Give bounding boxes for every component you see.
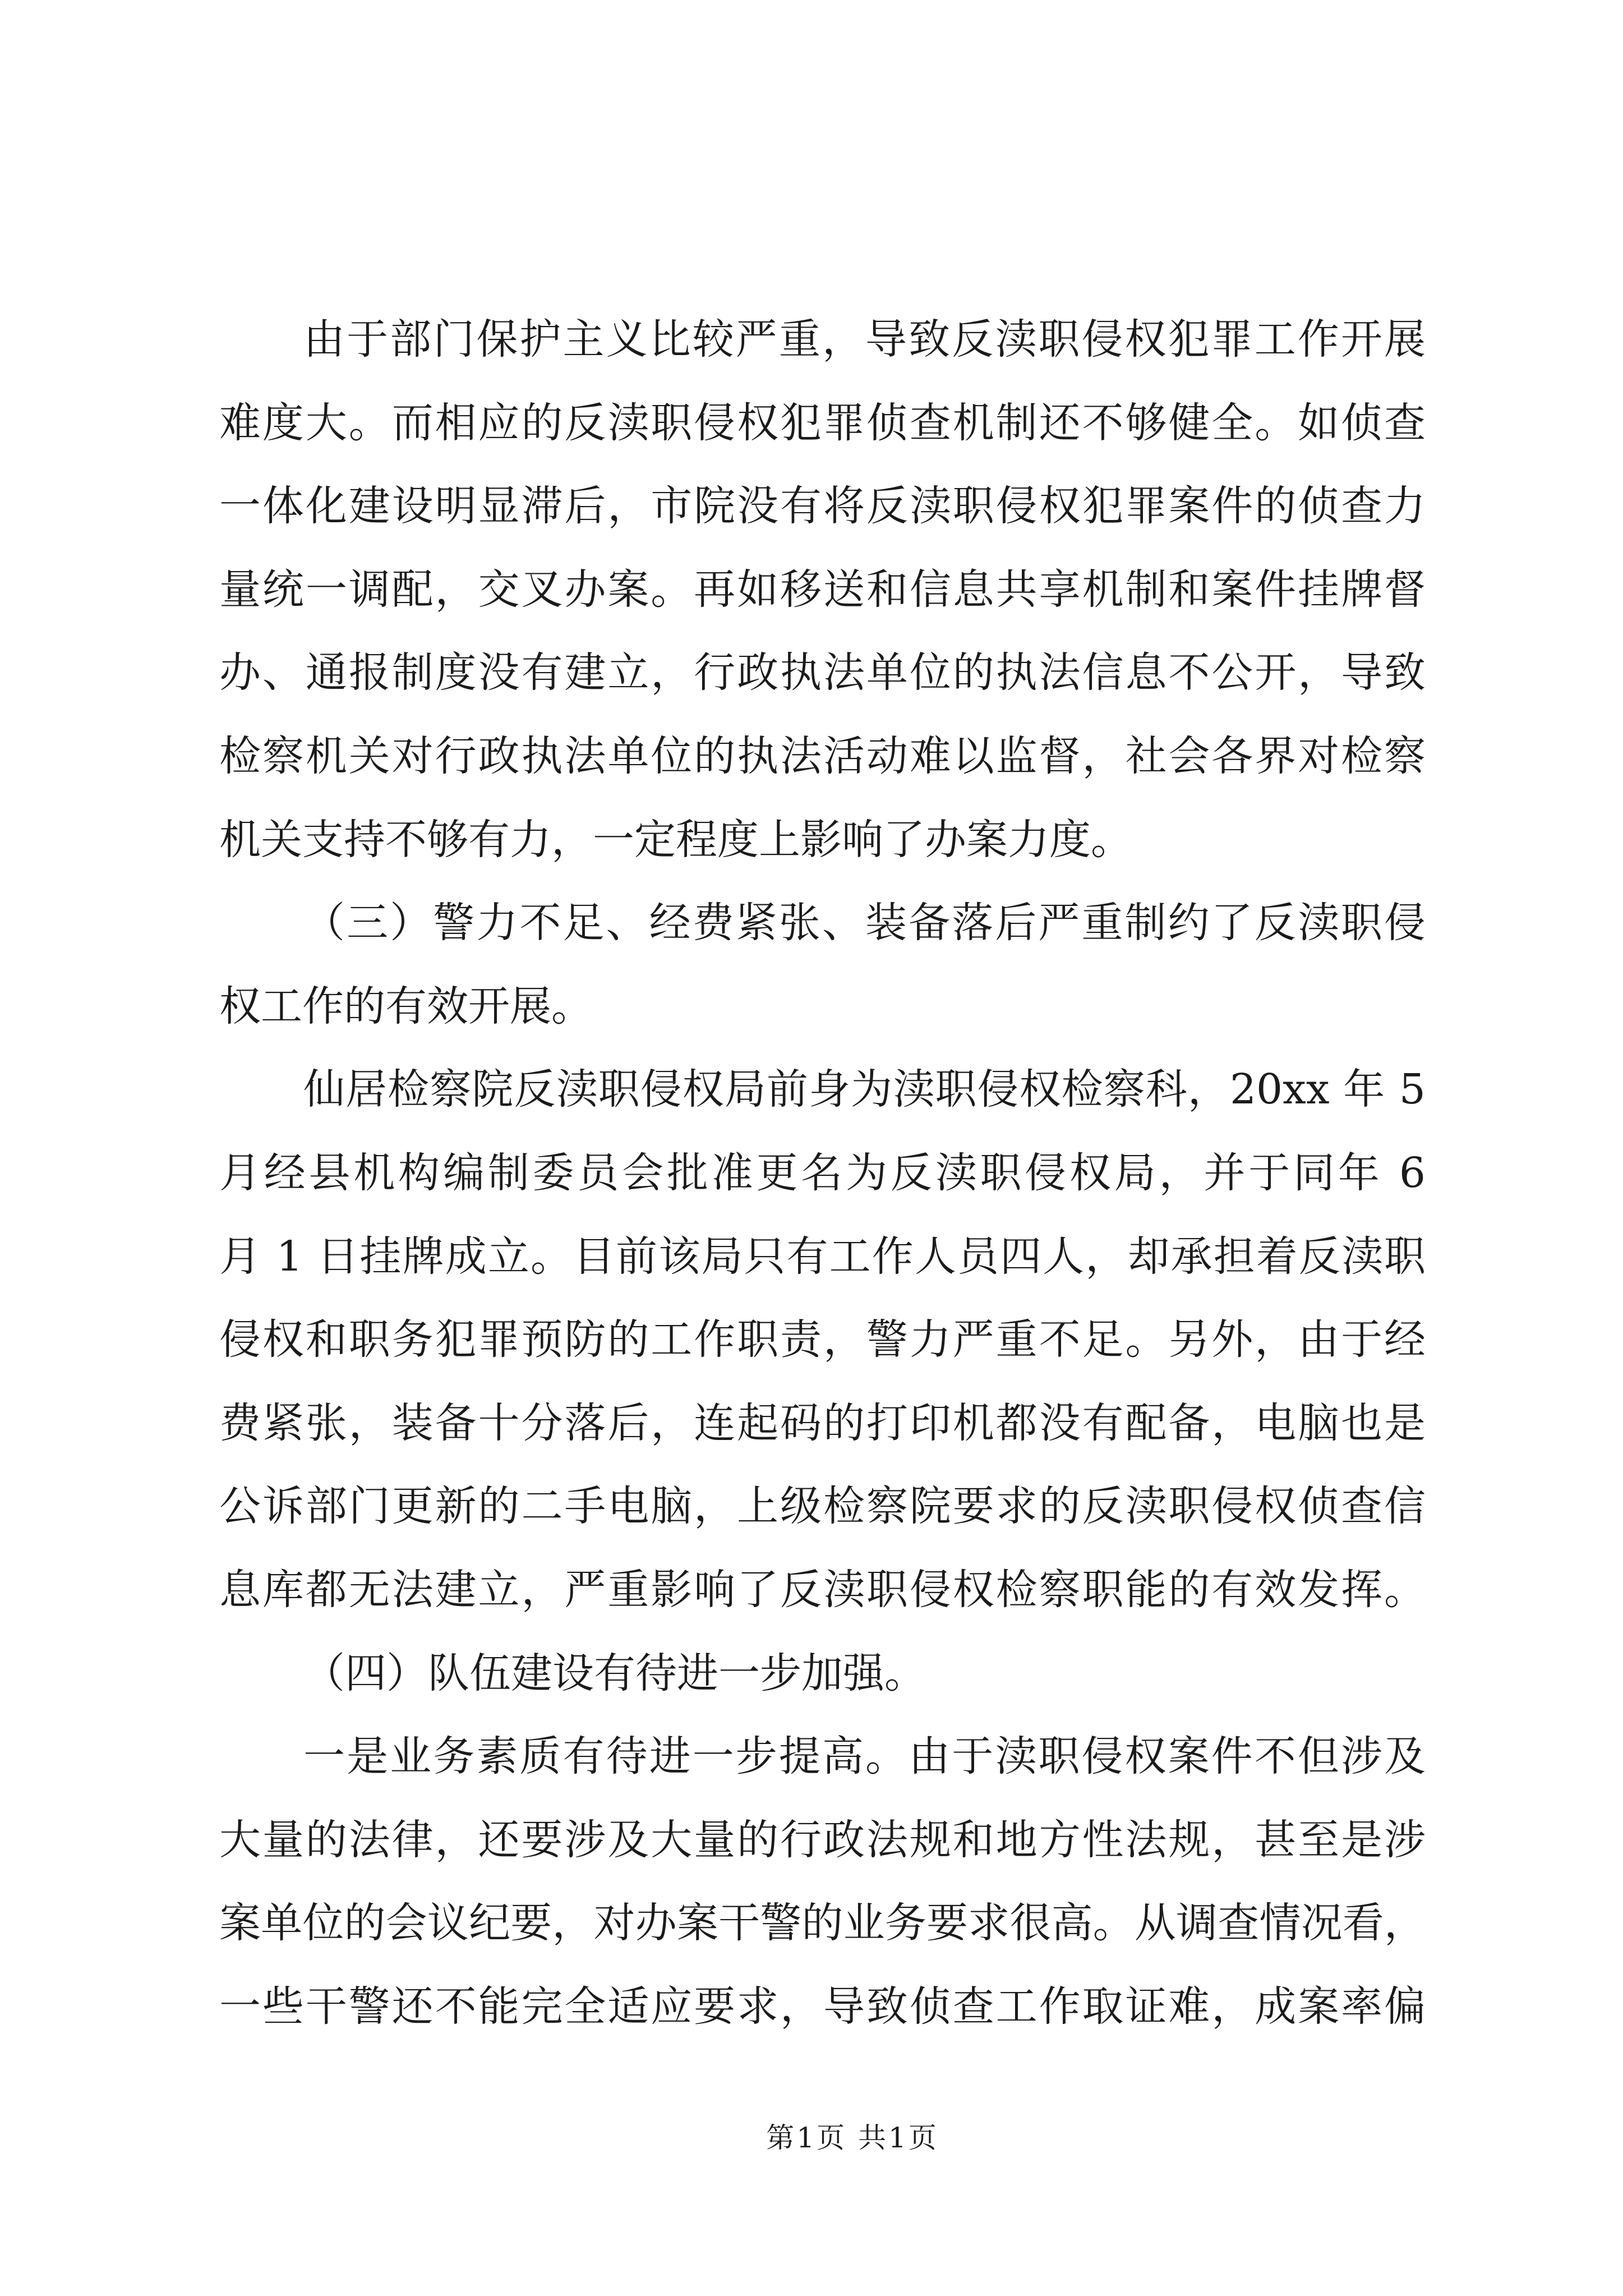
paragraph [219, 298, 1426, 881]
page-number-footer: 第1页 共1页 [766, 2122, 939, 2154]
paragraph-line: 由于部门保护主义比较严重，导致反渎职侵权犯罪工作开展 [303, 315, 1426, 364]
paragraph-line: 大量的法律，还要涉及大量的行政法规和地方性法规，甚至是涉 [219, 1815, 1426, 1864]
paragraph-line: 息库都无法建立，严重影响了反渎职侵权检察职能的有效发挥。 [219, 1565, 1426, 1614]
document-body [219, 298, 1426, 2048]
heading-line: 权工作的有效开展。 [219, 982, 593, 1030]
section-heading [219, 881, 1426, 1048]
paragraph-line: 机关支持不够有力，一定程度上影响了办案力度。 [219, 815, 1132, 864]
paragraph-line: 月 1 日挂牌成立。目前该局只有工作人员四人，却承担着反渎职 [219, 1232, 1426, 1281]
paragraph-line: 一是业务素质有待进一步提高。由于渎职侵权案件不但涉及 [303, 1732, 1426, 1781]
paragraph-line: 难度大。而相应的反渎职侵权犯罪侦查机制还不够健全。如侦查 [219, 398, 1426, 447]
paragraph-line: 费紧张，装备十分落后，连起码的打印机都没有配备，电脑也是 [219, 1398, 1426, 1447]
paragraph-line: 月经县机构编制委员会批准更名为反渎职侵权局，并于同年 6 [219, 1148, 1426, 1197]
heading-line: （四）队伍建设有待进一步加强。 [303, 1649, 926, 1697]
section-heading [219, 1632, 1426, 1715]
paragraph-line: 公诉部门更新的二手电脑，上级检察院要求的反渎职侵权侦查信 [219, 1482, 1426, 1531]
paragraph-line: 一体化建设明显滞后，市院没有将反渎职侵权犯罪案件的侦查力 [219, 482, 1426, 531]
heading-line: （三）警力不足、经费紧张、装备落后严重制约了反渎职侵 [303, 899, 1426, 947]
paragraph-line: 仙居检察院反渎职侵权局前身为渎职侵权检察科，20xx 年 5 [303, 1065, 1426, 1114]
paragraph [219, 1048, 1426, 1631]
paragraph-line: 办、通报制度没有建立，行政执法单位的执法信息不公开，导致 [219, 648, 1426, 697]
paragraph-line: 检察机关对行政执法单位的执法活动难以监督，社会各界对检察 [219, 731, 1426, 780]
paragraph-line: 侵权和职务犯罪预防的工作职责，警力严重不足。另外，由于经 [219, 1315, 1426, 1364]
paragraph-line: 一些干警还不能完全适应要求，导致侦查工作取证难，成案率偏 [219, 1982, 1426, 2031]
paragraph-line: 量统一调配，交叉办案。再如移送和信息共享机制和案件挂牌督 [219, 565, 1426, 614]
paragraph-line: 案单位的会议纪要，对办案干警的业务要求很高。从调查情况看， [219, 1899, 1426, 1948]
paragraph [219, 1715, 1426, 2048]
